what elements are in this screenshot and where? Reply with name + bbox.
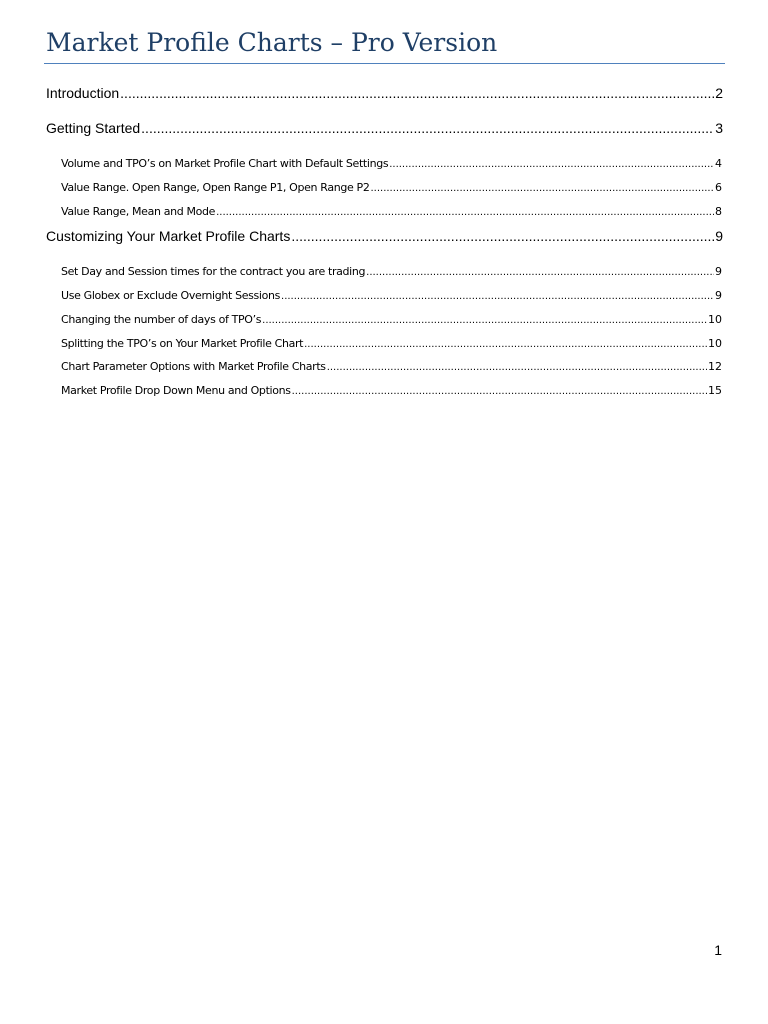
toc-entry-label: Value Range. Open Range, Open Range P1, Open Range P2 (61, 181, 370, 194)
toc-entry-label: Introduction (46, 85, 120, 101)
toc-dot-leader (292, 383, 707, 399)
toc-entry-drop-down-menu[interactable] (61, 383, 722, 399)
toc-entry-customizing[interactable] (46, 227, 723, 245)
toc-page-number: 15 (708, 384, 722, 397)
toc-entry-getting-started[interactable] (46, 119, 723, 137)
toc-entry-label: Splitting the TPO’s on Your Market Profile Chart (61, 337, 304, 350)
toc-entry-value-range-mean-mode[interactable] (61, 204, 722, 220)
toc-page-number: 9 (715, 228, 723, 244)
toc-page-number: 8 (715, 205, 722, 218)
toc-entry-label: Getting Started (46, 120, 141, 136)
toc-entry-label: Volume and TPO’s on Market Profile Chart with Default Settings (61, 157, 389, 170)
toc-dot-leader (262, 312, 707, 328)
toc-dot-leader (291, 227, 714, 245)
toc-entry-introduction[interactable] (46, 84, 723, 102)
toc-entry-splitting-tpos[interactable] (61, 336, 722, 352)
toc-entry-label: Use Globex or Exclude Overnight Sessions (61, 289, 281, 302)
toc-dot-leader (370, 180, 714, 196)
toc-entry-volume-and-tpos[interactable] (61, 156, 722, 172)
toc-entry-label: Value Range, Mean and Mode (61, 205, 216, 218)
toc-page-number: 9 (715, 265, 722, 278)
toc-page-number: 10 (708, 313, 722, 326)
table-of-contents (0, 0, 768, 420)
toc-entry-label: Set Day and Session times for the contract you are trading (61, 265, 366, 278)
toc-entry-chart-parameter-options[interactable] (61, 359, 722, 375)
toc-page-number: 9 (715, 289, 722, 302)
page-number: 1 (714, 942, 722, 958)
toc-entry-value-range-open-range[interactable] (61, 180, 722, 196)
toc-entry-label: Market Profile Drop Down Menu and Options (61, 384, 291, 397)
toc-entry-number-of-days[interactable] (61, 312, 722, 328)
toc-entry-day-session-times[interactable] (61, 264, 722, 280)
toc-entry-label: Customizing Your Market Profile Charts (46, 228, 291, 244)
toc-entry-globex-overnight[interactable] (61, 288, 722, 304)
toc-dot-leader (141, 119, 714, 137)
toc-dot-leader (327, 359, 707, 375)
toc-entry-label: Changing the number of days of TPO’s (61, 313, 262, 326)
document-title: Market Profile Charts – Pro Version (46, 28, 498, 57)
toc-dot-leader (281, 288, 714, 304)
toc-dot-leader (216, 204, 714, 220)
toc-page-number: 3 (715, 120, 723, 136)
toc-dot-leader (304, 336, 707, 352)
toc-page-number: 2 (715, 85, 723, 101)
toc-page-number: 12 (708, 360, 722, 373)
toc-page-number: 6 (715, 181, 722, 194)
toc-page-number: 10 (708, 337, 722, 350)
toc-dot-leader (366, 264, 714, 280)
toc-dot-leader (389, 156, 714, 172)
toc-page-number: 4 (715, 157, 722, 170)
toc-dot-leader (120, 84, 714, 102)
toc-entry-label: Chart Parameter Options with Market Profile Charts (61, 360, 326, 373)
